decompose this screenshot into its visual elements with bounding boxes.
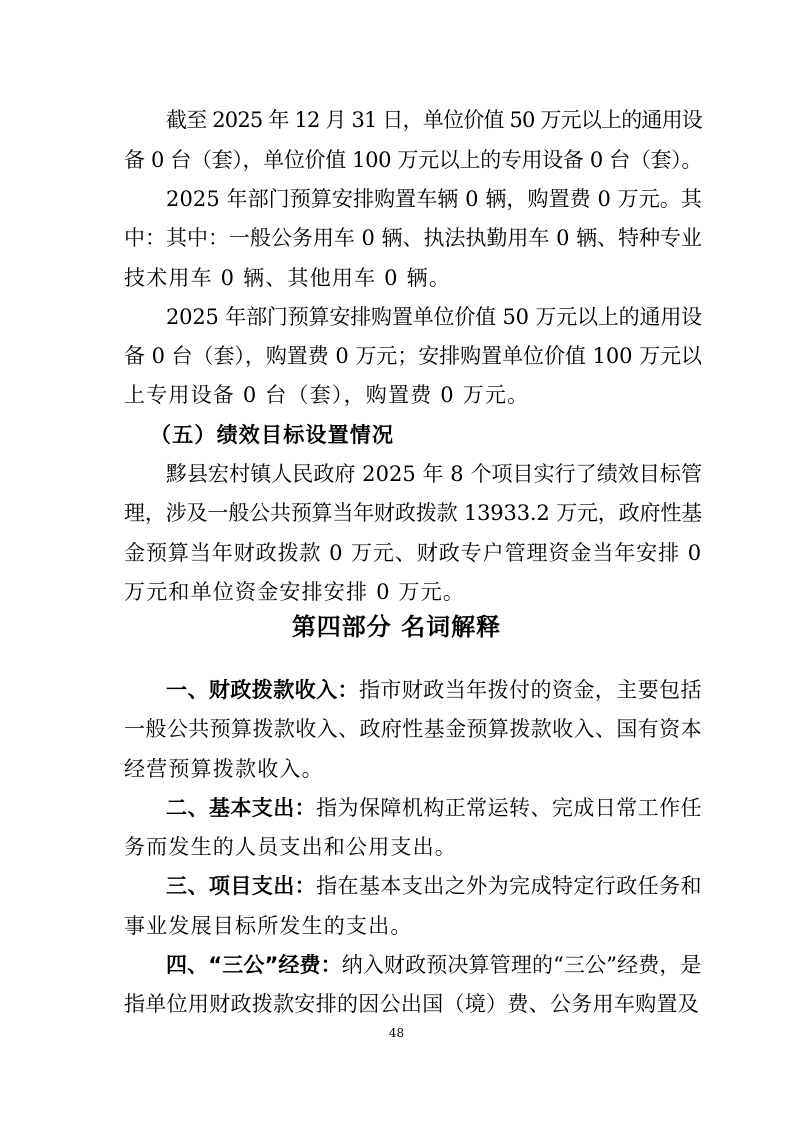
text-line-14-content: 一般公共预算拨款收入、政府性基金预算拨款收入、国有资本 <box>124 717 702 741</box>
text-line-14 <box>0 707 793 751</box>
text-line-6-content: 2025 年部门预算安排购置单位价值 50 万元以上的通用设 <box>166 305 702 329</box>
text-line-4 <box>0 216 793 260</box>
term-label-4: 四、“三公”经费： <box>166 953 342 977</box>
text-line-16 <box>0 786 793 830</box>
text-line-10 <box>0 491 793 535</box>
text-line-4-content: 中：其中：一般公务用车 0 辆、执法执勤用车 0 辆、特种专业 <box>124 226 702 250</box>
text-line-1-content: 截至 2025 年 12 月 31 日，单位价值 50 万元以上的通用设 <box>166 108 702 132</box>
text-line-5-content: 技术用车 0 辆、其他用车 0 辆。 <box>124 266 452 290</box>
text-line-8-content: 上专用设备 0 台（套），购置费 0 万元。 <box>124 383 530 407</box>
text-line-15 <box>0 747 793 791</box>
text-line-15-content: 经营预算拨款收入。 <box>124 757 324 781</box>
term-label-1: 一、财政拨款收入： <box>166 678 359 702</box>
text-line-7-content: 备 0 台（套），购置费 0 万元；安排购置单位价值 100 万元以 <box>124 344 702 368</box>
text-line-19 <box>0 904 793 948</box>
term-label-3: 三、项目支出： <box>166 874 317 898</box>
text-line-12-content: 万元和单位资金安排安排 0 万元。 <box>124 580 466 604</box>
section-title <box>0 605 793 649</box>
text-line-17 <box>0 825 793 869</box>
text-line-3-content: 2025 年部门预算安排购置车辆 0 辆，购置费 0 万元。其 <box>166 187 702 211</box>
text-line-16-content: 指为保障机构正常运转、完成日常工作任 <box>316 796 702 820</box>
sub-heading <box>0 413 793 457</box>
text-line-2 <box>0 138 793 182</box>
text-line-11 <box>0 531 793 575</box>
text-line-9 <box>0 452 793 496</box>
text-line-20-content: 纳入财政预决算管理的“三公”经费，是 <box>341 953 702 977</box>
text-line-21 <box>0 982 793 1026</box>
text-line-18-content: 指在基本支出之外为完成特定行政任务和 <box>316 874 702 898</box>
page-number: 48 <box>388 1026 405 1040</box>
text-line-20 <box>0 943 793 987</box>
text-line-2-content: 备 0 台（套），单位价值 100 万元以上的专用设备 0 台（套）。 <box>124 148 702 172</box>
text-line-19-content: 事业发展目标所发生的支出。 <box>124 914 413 938</box>
text-line-18 <box>0 864 793 908</box>
text-line-7 <box>0 334 793 378</box>
text-line-3 <box>0 177 793 221</box>
sub-heading-text: （五）绩效目标设置情况 <box>150 423 395 447</box>
text-line-11-content: 金预算当年财政拨款 0 万元、财政专户管理资金当年安排 0 <box>124 541 702 565</box>
text-line-21-content: 指单位用财政拨款安排的因公出国（境）费、公务用车购置及 <box>124 992 700 1016</box>
text-line-5 <box>0 256 793 300</box>
text-line-13 <box>0 668 793 712</box>
term-label-2: 二、基本支出： <box>166 796 317 820</box>
text-line-6 <box>0 295 793 339</box>
text-line-10-content: 理，涉及一般公共预算当年财政拨款 13933.2 万元，政府性基 <box>124 501 702 525</box>
text-line-8 <box>0 373 793 417</box>
section-title-text: 第四部分 名词解释 <box>291 613 502 641</box>
text-line-9-content: 黟县宏村镇人民政府 2025 年 8 个项目实行了绩效目标管 <box>166 462 702 486</box>
text-line-13-content: 指市财政当年拨付的资金，主要包括 <box>358 678 702 702</box>
text-line-17-content: 务而发生的人员支出和公用支出。 <box>124 835 457 859</box>
text-line-1 <box>0 98 793 142</box>
